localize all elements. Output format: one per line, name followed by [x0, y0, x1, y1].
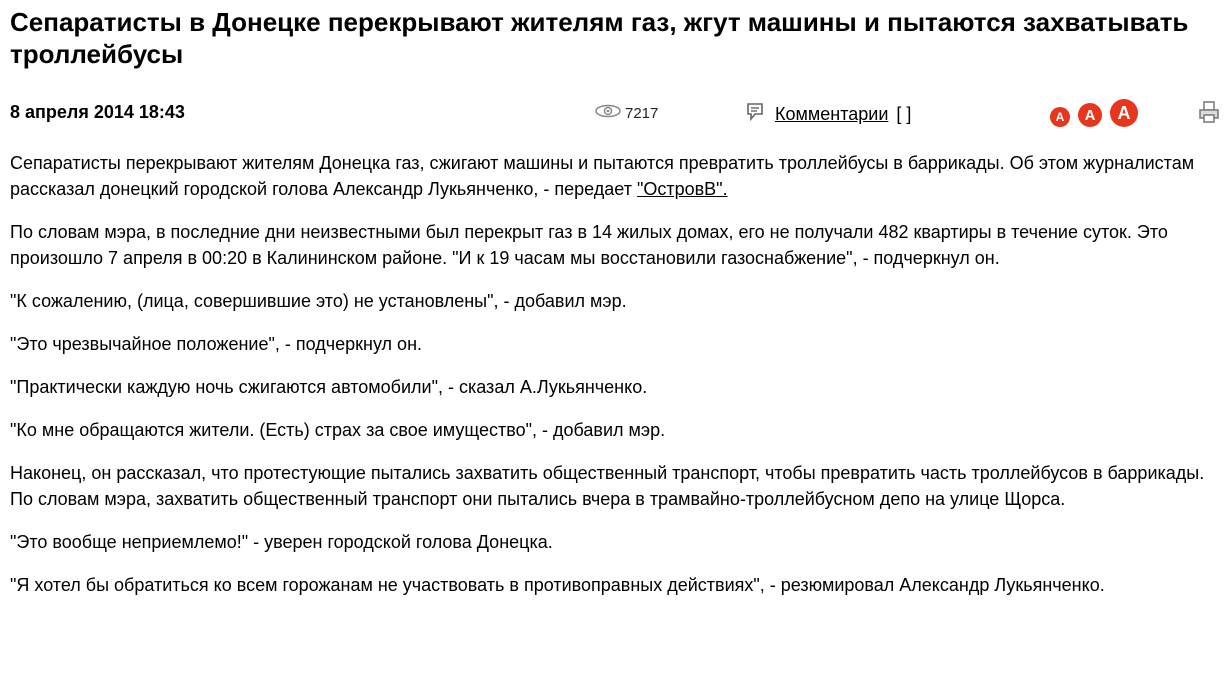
- font-size-controls: [1050, 99, 1138, 127]
- paragraph-lead: [10, 150, 1216, 202]
- source-link[interactable]: "ОстровВ".: [636, 179, 728, 199]
- comment-icon[interactable]: [745, 101, 767, 128]
- lead-text: Сепаратисты перекрывают жителям Донецка газ, сжигают машины и пытаются превратить троллейбусы в баррикады. Об этом журналистам рассказал донецкий городской голова Александр Лукьянченко, - передает: [10, 153, 1195, 199]
- printer-icon[interactable]: [1198, 100, 1220, 129]
- article-title: Сепаратисты в Донецке перекрывают жителям газ, жгут машины и пытаются захватывать троллейбусы: [10, 7, 1189, 69]
- font-large-button[interactable]: A: [1110, 99, 1138, 127]
- paragraph: "Это чрезвычайное положение", - подчеркнул он.: [10, 334, 423, 354]
- paragraph: "Ко мне обращаются жители. (Есть) страх за свое имущество", - добавил мэр.: [10, 420, 666, 440]
- views-counter: [594, 104, 658, 122]
- paragraph: "Практически каждую ночь сжигаются автомобили", - сказал А.Лукьянченко.: [10, 377, 648, 397]
- eye-icon: [594, 104, 622, 122]
- paragraph: "Это вообще неприемлемо!" - уверен городской голова Донецка.: [10, 532, 553, 552]
- views-count: 7217: [625, 104, 659, 122]
- article-date: 8 апреля 2014 18:43: [10, 102, 185, 122]
- paragraph: "К сожалению, (лица, совершившие это) не установлены", - добавил мэр.: [10, 291, 627, 311]
- paragraph: По словам мэра, в последние дни неизвестными был перекрыт газ в 14 жилых домах, его не получали 482 квартиры в течение суток. Это произошло 7 апреля в 00:20 в Калининском районе. "И к 19 часам мы восстановили газоснабжение", - подчеркнул он.: [10, 222, 1168, 268]
- comments-link-group[interactable]: [745, 101, 911, 128]
- paragraph: Наконец, он рассказал, что протестующие пытались захватить общественный транспорт, чтобы превратить часть троллейбусов в баррикады. По словам мэра, захватить общественный транспорт они пытались вчера в трамвайно-троллейбусном депо на улице Щорса.: [10, 463, 1205, 509]
- font-small-button[interactable]: A: [1050, 107, 1070, 127]
- font-medium-button[interactable]: A: [1078, 103, 1102, 127]
- article-body: [10, 150, 1216, 615]
- comments-count: [ ]: [896, 104, 912, 124]
- paragraph: "Я хотел бы обратиться ко всем горожанам не участвовать в противоправных действиях", - резюмировал Александр Лукьянченко.: [10, 575, 1105, 595]
- comments-link[interactable]: Комментарии: [775, 104, 889, 124]
